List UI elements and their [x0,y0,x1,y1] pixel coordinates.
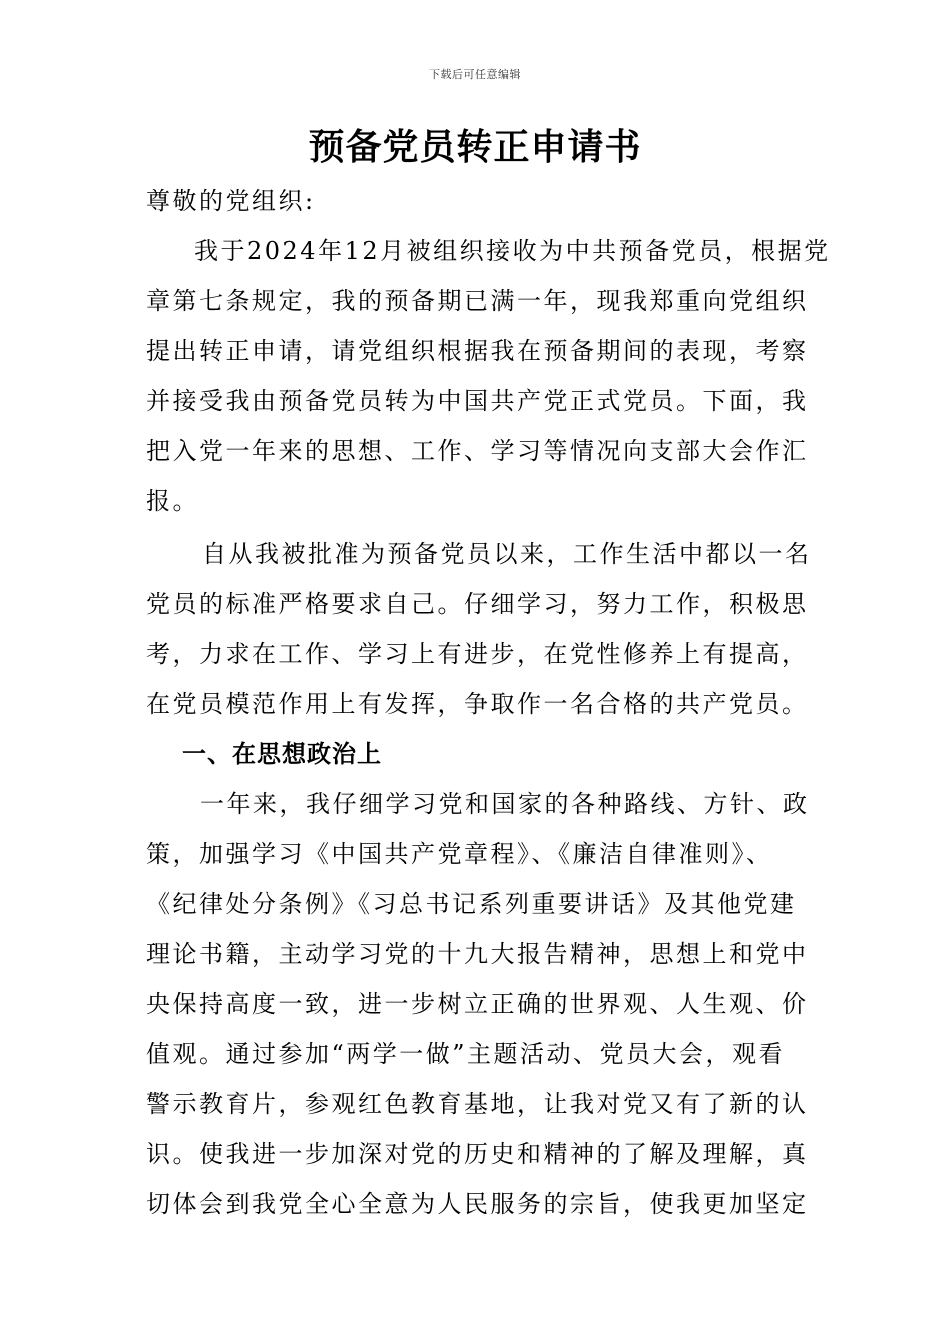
paragraph-line: 提出转正申请，请党组织根据我在预备期间的表现，考察 [146,337,809,365]
paragraph-line: 在党员模范作用上有发挥，争取作一名合格的共产党员。 [146,690,809,718]
document-title: 预备党员转正申请书 [308,126,642,168]
paragraph-line: 切体会到我党全心全意为人民服务的宗旨，使我更加坚定 [146,1190,809,1218]
paragraph-line: 《纪律处分条例》《习总书记系列重要讲话》及其他党建 [146,890,797,918]
header-note: 下载后可任意编辑 [429,68,521,81]
paragraph-3 [146,779,810,1229]
paragraph-line: 策，加强学习《中国共产党章程》、《廉洁自律准则》、 [146,840,773,868]
paragraph-line: 考，力求在工作、学习上有进步，在党性修养上有提高， [146,640,809,668]
paragraph-line: 并接受我由预备党员转为中国共产党正式党员。下面，我 [146,387,809,415]
section-heading: 一、在思想政治上 [182,739,382,768]
paragraph-line: 值观。通过参加“两学一做”主题活动、党员大会，观看 [146,1040,786,1068]
paragraph-line: 警示教育片，参观红色教育基地，让我对党又有了新的认 [146,1090,809,1118]
paragraph-line: 章第七条规定，我的预备期已满一年，现我郑重向党组织 [146,287,809,315]
paragraph-line: 央保持高度一致，进一步树立正确的世界观、人生观、价 [146,990,809,1018]
paragraph-2 [146,529,810,729]
document-body [146,176,831,1229]
paragraph-line: 理论书籍，主动学习党的十九大报告精神，思想上和党中 [146,940,809,968]
paragraph-line: 识。使我进一步加深对党的历史和精神的了解及理解，真 [146,1140,809,1168]
paragraph-line: 我于2024年12月被组织接收为中共预备党员，根据党 [194,237,831,265]
paragraph-1 [146,226,831,526]
salutation: 尊敬的党组织: [146,187,316,215]
paragraph-line: 自从我被批准为预备党员以来，工作生活中都以一名 [202,540,812,568]
paragraph-line: 一年来，我仔细学习党和国家的各种路线、方针、政 [200,790,810,818]
paragraph-line: 党员的标准严格要求自己。仔细学习，努力工作，积极思 [146,590,809,618]
paragraph-line: 把入党一年来的思想、工作、学习等情况向支部大会作汇 [146,437,809,465]
paragraph-line: 报。 [146,487,199,515]
